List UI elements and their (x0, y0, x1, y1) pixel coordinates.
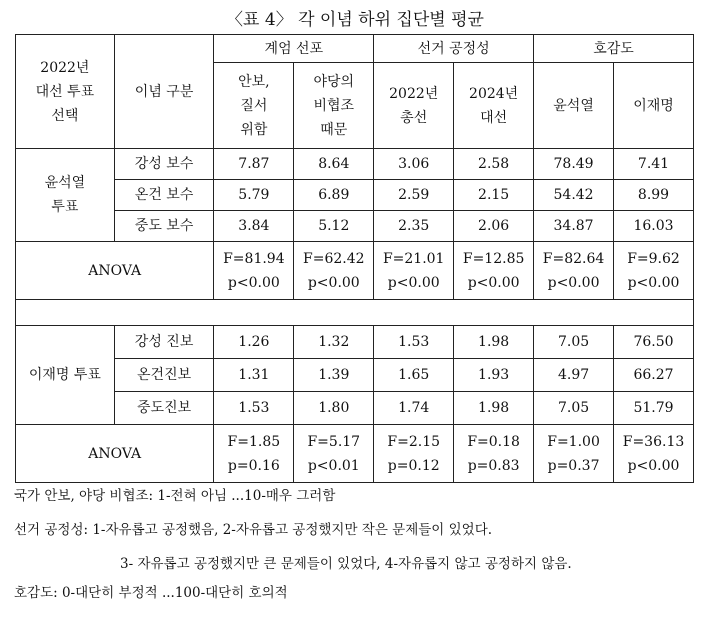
value-cell (294, 392, 374, 425)
value-cell-text: 7.87 (238, 156, 270, 172)
ideology-label (114, 211, 214, 242)
value-cell-text: 8.64 (318, 156, 350, 172)
value-cell (614, 392, 694, 425)
value-cell (534, 359, 614, 392)
anova-cell (614, 425, 694, 483)
header-group-text: 선거 공정성 (417, 40, 490, 57)
section-label (16, 149, 115, 242)
header-subcolumn-text: 야당의 (313, 73, 355, 90)
value-cell (534, 392, 614, 425)
value-cell (454, 326, 534, 359)
anova-cell (534, 425, 614, 483)
value-cell-text: 76.50 (633, 334, 674, 350)
value-cell (294, 326, 374, 359)
anova-cell (374, 242, 454, 300)
value-cell-text: 1.53 (398, 334, 430, 350)
value-cell-text: 1.74 (398, 400, 430, 416)
note-security: 국가 안보, 야당 비협조: 1-전혀 아님 ...10-매우 그러함 (14, 488, 336, 504)
section-label (16, 326, 115, 425)
value-cell-text: 1.53 (238, 400, 270, 416)
anova-label-text: ANOVA (88, 445, 142, 462)
header-group (374, 35, 534, 63)
header-subcolumn-text: 윤석열 (553, 97, 594, 114)
value-cell-text: 5.12 (318, 218, 350, 234)
ideology-label-text: 중도진보 (137, 400, 192, 416)
value-cell-text: 2.35 (398, 218, 430, 234)
header-subcolumn-text: 위함 (240, 121, 268, 138)
value-cell (294, 149, 374, 180)
value-cell-text: 1.65 (398, 367, 430, 383)
value-cell (294, 211, 374, 242)
value-cell-text: 66.27 (633, 367, 674, 383)
value-cell-text: 51.79 (633, 400, 674, 416)
header-subcolumn (294, 63, 374, 149)
header-subcolumn-text: 총선 (400, 109, 428, 126)
anova-cell-text: F=2.15 (387, 433, 441, 450)
anova-cell-text: F=9.62 (627, 250, 680, 267)
anova-cell-text: F=81.94 (223, 250, 285, 267)
anova-cell-text: p=0.37 (547, 457, 600, 474)
value-cell (294, 180, 374, 211)
header-subcolumn-text: 이재명 (633, 97, 674, 114)
value-cell-text: 1.32 (318, 334, 350, 350)
anova-cell (294, 425, 374, 483)
anova-cell-text: F=82.64 (542, 250, 605, 267)
ideology-label (114, 180, 214, 211)
anova-cell-text: p=0.83 (467, 457, 520, 474)
value-cell (214, 326, 294, 359)
ideology-label-text: 온건진보 (137, 367, 192, 383)
means-table (15, 34, 694, 483)
value-cell-text: 3.06 (398, 156, 430, 172)
value-cell-text: 1.31 (238, 367, 270, 383)
anova-label (16, 425, 214, 483)
table-row (16, 211, 694, 242)
anova-cell-text: p<0.00 (227, 274, 280, 291)
anova-cell-text: p<0.00 (627, 457, 680, 474)
value-cell-text: 8.99 (637, 187, 670, 203)
anova-row (16, 425, 694, 483)
value-cell (614, 149, 694, 180)
value-cell-text: 7.05 (557, 400, 590, 416)
value-cell (214, 392, 294, 425)
anova-cell-text: F=1.00 (547, 433, 600, 450)
value-cell (374, 359, 454, 392)
table-row (16, 392, 694, 425)
value-cell-text: 3.84 (238, 218, 270, 234)
header-subcolumn-text: 2022년 (389, 85, 439, 102)
header-subcolumn (214, 63, 294, 149)
value-cell (374, 392, 454, 425)
value-cell (214, 149, 294, 180)
header-subcolumn-text: 질서 (240, 97, 268, 114)
value-cell (614, 326, 694, 359)
value-cell-text: 7.41 (637, 156, 670, 172)
anova-cell (374, 425, 454, 483)
header-subcolumn-text: 2024년 (469, 85, 519, 102)
header-ideology (114, 35, 214, 149)
section-label-text: 투표 (51, 199, 79, 215)
value-cell-text: 16.03 (633, 218, 674, 234)
anova-cell (534, 242, 614, 300)
table-row (16, 359, 694, 392)
anova-label-text: ANOVA (88, 262, 142, 279)
anova-cell-text: F=36.13 (622, 433, 685, 450)
anova-cell-text: F=5.17 (307, 433, 361, 450)
table-row (16, 149, 694, 180)
value-cell (214, 180, 294, 211)
value-cell-text: 2.15 (478, 187, 510, 203)
anova-cell-text: F=12.85 (462, 250, 525, 267)
ideology-label (114, 326, 214, 359)
value-cell (614, 211, 694, 242)
value-cell-text: 1.93 (478, 367, 510, 383)
note-fairness: 선거 공정성: 1-자유롭고 공정했음, 2-자유롭고 공정했지만 작은 문제들이 있었다. (14, 522, 493, 538)
anova-label (16, 242, 214, 300)
value-cell-text: 1.39 (318, 367, 350, 383)
ideology-label (114, 359, 214, 392)
anova-cell-text: p<0.00 (307, 274, 360, 291)
anova-cell-text: F=62.42 (303, 250, 365, 267)
header-group (214, 35, 374, 63)
anova-cell-text: p=0.16 (227, 457, 280, 474)
value-cell (454, 211, 534, 242)
header-group (534, 35, 694, 63)
value-cell (374, 180, 454, 211)
value-cell (454, 149, 534, 180)
ideology-label-text: 강성 보수 (134, 156, 194, 172)
ideology-label-text: 온건 보수 (134, 187, 194, 203)
ideology-label-text: 강성 진보 (134, 334, 194, 350)
table-row (16, 326, 694, 359)
value-cell-text: 1.98 (478, 334, 510, 350)
anova-row (16, 242, 694, 300)
anova-cell-text: F=21.01 (382, 250, 445, 267)
header-vote-choice-text: 2022년 (40, 59, 90, 76)
value-cell-text: 1.80 (318, 400, 350, 416)
ideology-label-text: 중도 보수 (134, 218, 194, 234)
anova-cell-text: p<0.00 (547, 274, 600, 291)
header-subcolumn-text: 비협조 (313, 97, 355, 114)
header-subcolumn-text: 때문 (320, 121, 348, 138)
value-cell-text: 78.49 (553, 156, 594, 172)
value-cell (374, 326, 454, 359)
anova-cell-text: F=1.85 (227, 433, 281, 450)
blank-row (16, 300, 694, 326)
header-vote-choice-text: 선택 (51, 107, 79, 124)
value-cell (534, 326, 614, 359)
value-cell-text: 2.06 (478, 218, 510, 234)
note-favorability: 호감도: 0-대단히 부정적 ...100-대단히 호의적 (14, 585, 288, 601)
section-label-text: 이재명 투표 (28, 367, 101, 383)
value-cell (214, 359, 294, 392)
note-fairness-cont: 3- 자유롭고 공정했지만 큰 문제들이 있었다, 4-자유롭지 않고 공정하지 않음. (120, 556, 572, 572)
ideology-label (114, 149, 214, 180)
header-subcolumn-text: 대선 (480, 109, 508, 126)
header-subcolumn (534, 63, 614, 149)
value-cell (534, 180, 614, 211)
value-cell-text: 1.98 (478, 400, 510, 416)
value-cell-text: 2.58 (478, 156, 510, 172)
value-cell (614, 359, 694, 392)
anova-cell-text: p<0.00 (387, 274, 440, 291)
value-cell (374, 149, 454, 180)
section-label-text: 윤석열 (44, 175, 86, 191)
value-cell (534, 149, 614, 180)
value-cell-text: 5.79 (238, 187, 270, 203)
value-cell-text: 1.26 (238, 334, 270, 350)
header-subcolumn-text: 안보, (238, 73, 270, 90)
anova-cell-text: p<0.01 (307, 457, 360, 474)
header-subcolumn (374, 63, 454, 149)
value-cell-text: 4.97 (557, 367, 590, 383)
value-cell-text: 7.05 (557, 334, 590, 350)
value-cell (454, 180, 534, 211)
header-vote-choice (16, 35, 115, 149)
ideology-label (114, 392, 214, 425)
value-cell (214, 211, 294, 242)
header-ideology-text: 이념 구분 (134, 83, 194, 100)
value-cell-text: 6.89 (318, 187, 350, 203)
value-cell (614, 180, 694, 211)
table-row (16, 180, 694, 211)
anova-cell (214, 242, 294, 300)
header-group-text: 계엄 선포 (264, 40, 324, 57)
anova-cell-text: p=0.12 (387, 457, 440, 474)
header-group-text: 호감도 (593, 40, 634, 57)
header-vote-choice-text: 대선 투표 (35, 83, 95, 100)
anova-cell-text: p<0.00 (627, 274, 680, 291)
anova-cell-text: F=0.18 (467, 433, 520, 450)
value-cell (294, 359, 374, 392)
anova-cell (614, 242, 694, 300)
value-cell (454, 359, 534, 392)
anova-cell-text: p<0.00 (467, 274, 520, 291)
value-cell (454, 392, 534, 425)
header-subcolumn (614, 63, 694, 149)
value-cell-text: 2.59 (398, 187, 430, 203)
value-cell-text: 34.87 (553, 218, 594, 234)
value-cell-text: 54.42 (553, 187, 594, 203)
value-cell (374, 211, 454, 242)
anova-cell (454, 425, 534, 483)
header-subcolumn (454, 63, 534, 149)
value-cell (534, 211, 614, 242)
table-title: 〈표 4〉 각 이념 하위 집단별 평균 (226, 10, 484, 30)
anova-cell (294, 242, 374, 300)
anova-cell (454, 242, 534, 300)
anova-cell (214, 425, 294, 483)
